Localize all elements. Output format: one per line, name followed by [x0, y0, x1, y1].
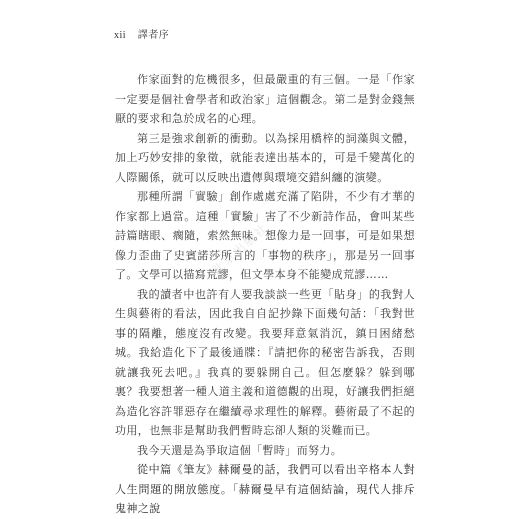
paragraph-3: 那種所謂「實驗」創作處處充滿了陷阱，不少有才華的作家都上過當。這種「實驗」害了不少新詩作品，會叫某些詩篇瞎眼、瘸隨，索然無味。想像力是一回事，可是如果想像力歪曲了史賓諾莎所言的「事物的秩序」，那是另一回事了。文學可以描寫荒謬，但文學本身不能變成荒謬……	[115, 190, 415, 281]
paragraph-6: 從中篇《筆友》赫爾曼的話，我們可以看出辛格本人對人生問題的開放態度。「赫爾曼早有這個結論，現代人排斥鬼神之說	[115, 463, 415, 515]
running-header	[114, 26, 169, 41]
paragraph-5: 我今天還是為爭取這個「暫時」而努力。	[137, 443, 343, 457]
paragraph-1: 作家面對的危機很多，但最嚴重的有三個。一是「作家一定要是個社會學者和政治家」這個觀念。第二是對金錢無厭的要求和急於成名的心理。	[115, 73, 415, 125]
paragraph-4: 我的讀者中也許有人要我談談一些更「貼身」的我對人生與藝術的看法，因此我自自記抄錄下面幾句話：「我對世事的隔離，態度沒有改變。我要拜意氣消沉，鎮日困緒愁城。我給造化下了最後通牒：『請把你的秘密告訴我，否則就讓我死去吧。』我真的要躲開自己。但怎麼躲？躲到哪裏？我要想著一種人道主義和道德觀的出現，好讓我們拒絕為造化容許罪惡存在繼續尋求理性的解釋。藝術最了不起的功用，也無非是幫助我們暫時忘卻人類的災難而已。	[115, 287, 415, 437]
watermark: 北京出版社	[209, 220, 272, 278]
paragraph-2: 第三是強求創新的衝動。以為採用橋梓的詞藻與文體，加上巧妙安排的象徵，就能表達出基本的，可是千變萬化的人際關係，就可以反映出遺傳與環境交錯糾纏的演變。	[115, 131, 415, 184]
page-number: xii	[114, 30, 127, 41]
running-title: 譯者序	[137, 30, 170, 41]
page-body	[115, 70, 415, 519]
